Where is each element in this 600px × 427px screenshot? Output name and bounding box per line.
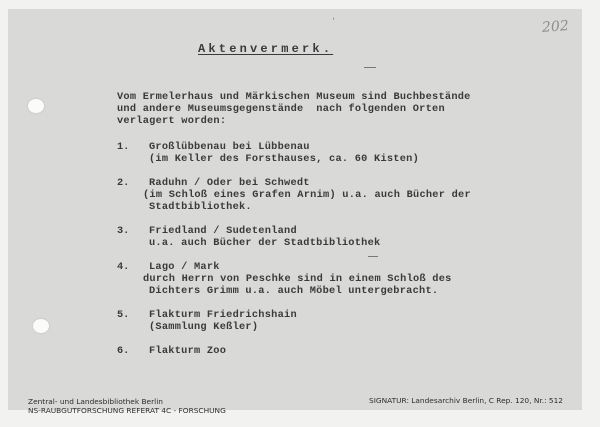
punch-hole-top	[28, 99, 44, 113]
item-line: Stadtbibliothek.	[149, 201, 252, 213]
stray-mark	[368, 256, 378, 257]
item-line: Lago / Mark	[149, 261, 220, 273]
item-number: 5.	[117, 309, 130, 321]
item-line: Großlübbenau bei Lübbenau	[149, 141, 310, 153]
document-title: Aktenvermerk.	[198, 42, 334, 56]
punch-hole-bottom	[33, 319, 49, 333]
institution-department: NS-RAUBGUTFORSCHUNG REFERAT 4C - FORSCHUNG	[28, 405, 226, 415]
item-line: Flakturm Zoo	[149, 345, 227, 357]
intro-line-1: Vom Ermelerhaus und Märkischen Museum sind Buchbestände	[117, 91, 471, 103]
title-dash	[364, 67, 376, 68]
item-number: 4.	[117, 261, 130, 273]
archive-footer-left	[28, 398, 226, 415]
folio-number: 202	[541, 18, 570, 36]
pen-mark: ˈ	[330, 18, 337, 30]
item-line: Flakturm Friedrichshain	[149, 309, 297, 321]
document-page	[8, 9, 582, 410]
archive-signature: SIGNATUR: Landesarchiv Berlin, C Rep. 120, Nr.: 512	[369, 396, 564, 405]
intro-line-3: verlagert worden:	[117, 115, 227, 127]
item-line: (im Schloß eines Grafen Arnim) u.a. auch Bücher der	[143, 189, 471, 201]
item-number: 6.	[117, 345, 130, 357]
item-line: Dichters Grimm u.a. auch Möbel untergebracht.	[149, 285, 439, 297]
item-line: (Sammlung Keßler)	[149, 321, 259, 333]
item-number: 2.	[117, 177, 130, 189]
item-line: Friedland / Sudetenland	[149, 225, 297, 237]
item-line: Raduhn / Oder bei Schwedt	[149, 177, 310, 189]
institution-name: Zentral- und Landesbibliothek Berlin	[28, 397, 163, 406]
item-number: 1.	[117, 141, 130, 153]
item-number: 3.	[117, 225, 130, 237]
item-line: durch Herrn von Peschke sind in einem Schloß des	[143, 273, 452, 285]
intro-line-2: und andere Museumsgegenstände nach folgenden Orten	[117, 103, 445, 115]
item-line: (im Keller des Forsthauses, ca. 60 Kisten)	[149, 153, 420, 165]
item-line: u.a. auch Bücher der Stadtbibliothek	[149, 237, 381, 249]
